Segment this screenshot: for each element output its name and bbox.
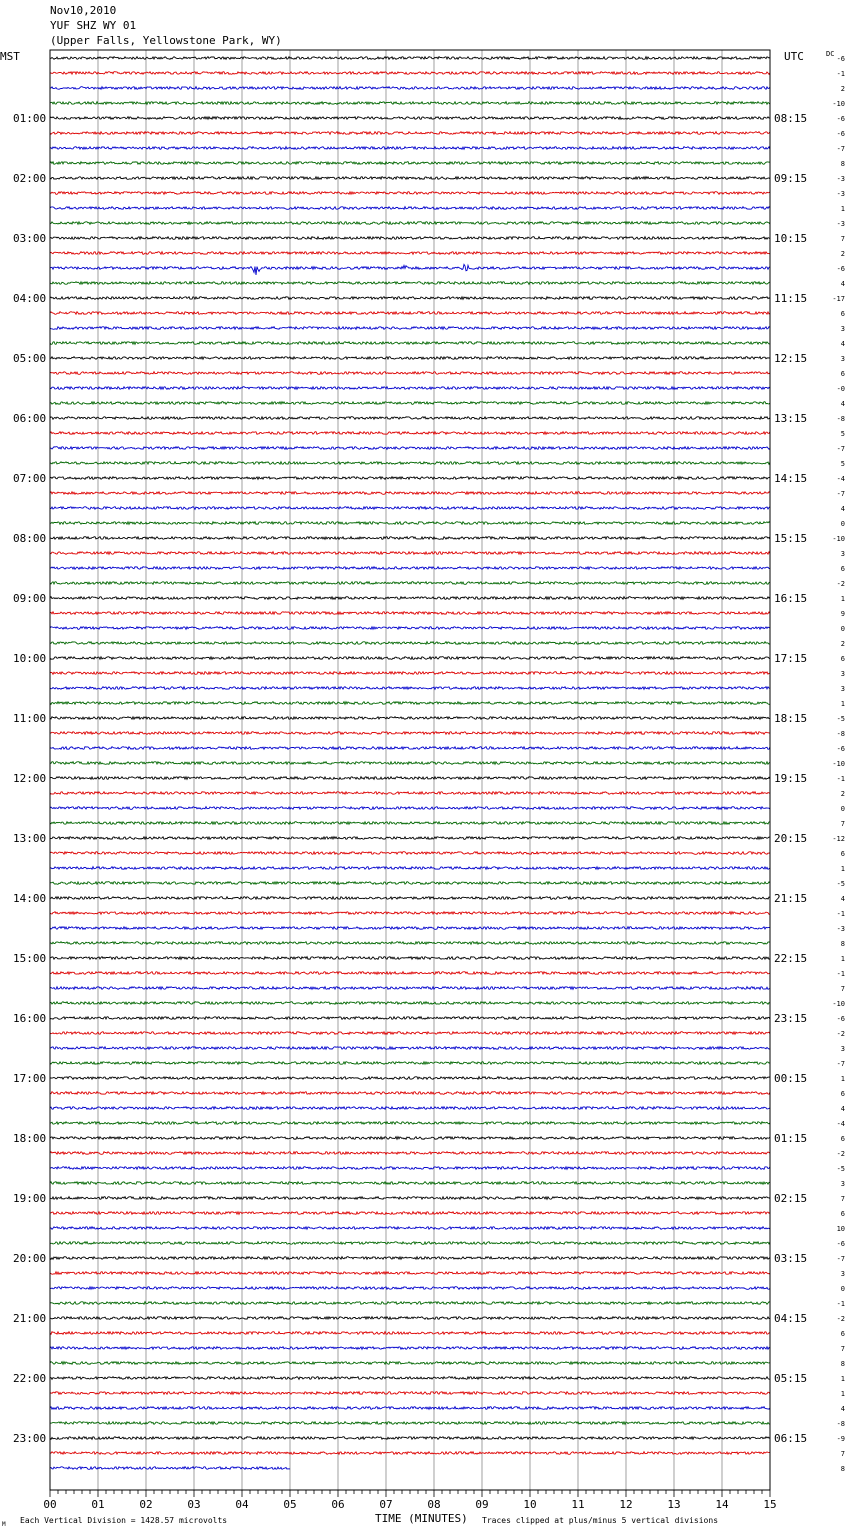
seismic-trace: [50, 1092, 770, 1095]
dc-offset-label: 1: [840, 595, 845, 603]
seismic-trace: [50, 432, 770, 435]
dc-offset-label: -3: [836, 175, 845, 183]
seismic-trace: [50, 87, 770, 90]
dc-offset-label: -10: [832, 535, 845, 543]
dc-offset-label: 3: [840, 1270, 845, 1278]
dc-offset-label: 4: [840, 1405, 845, 1413]
dc-offset-label: -6: [836, 130, 845, 138]
dc-offset-label: 4: [840, 280, 845, 288]
seismic-trace: [50, 357, 770, 360]
dc-offset-label: 3: [840, 685, 845, 693]
dc-offset-label: -7: [836, 490, 845, 498]
seismic-trace: [50, 132, 770, 135]
x-tick-label: 01: [91, 1498, 105, 1511]
utc-hour-label: 08:15: [774, 112, 808, 125]
mst-hour-label: 19:00: [13, 1192, 47, 1205]
seismic-trace: [50, 1287, 770, 1290]
dc-offset-label: 7: [840, 1450, 845, 1458]
dc-offset-label: 6: [840, 1210, 845, 1218]
dc-offset-label: 3: [840, 1180, 845, 1188]
mst-hour-label: 18:00: [13, 1132, 47, 1145]
seismic-trace: [50, 417, 770, 420]
seismic-trace: [50, 507, 770, 510]
seismic-trace: [50, 162, 770, 165]
dc-offset-label: 1: [840, 700, 845, 708]
seismic-trace: [50, 117, 770, 120]
seismic-trace: [50, 807, 770, 810]
mst-hour-label: 20:00: [13, 1252, 47, 1265]
dc-offset-label: -4: [836, 475, 845, 483]
dc-offset-label: -6: [836, 55, 845, 63]
x-tick-label: 10: [523, 1498, 537, 1511]
seismic-trace: [50, 912, 770, 915]
dc-offset-label: -2: [836, 1150, 845, 1158]
dc-offset-label: 6: [840, 655, 845, 663]
dc-offset-label: -5: [836, 880, 845, 888]
seismic-trace: [50, 702, 770, 705]
seismic-trace: [50, 1002, 770, 1005]
seismic-trace: [50, 387, 770, 390]
mst-hour-label: 07:00: [13, 472, 47, 485]
mst-hour-label: 05:00: [13, 352, 47, 365]
seismic-trace: [50, 264, 770, 275]
seismic-trace: [50, 222, 770, 225]
seismic-trace: [50, 1017, 770, 1020]
utc-hour-label: 12:15: [774, 352, 808, 365]
dc-offset-label: 2: [840, 790, 845, 798]
x-tick-label: 02: [139, 1498, 153, 1511]
dc-offset-label: 4: [840, 400, 845, 408]
seismic-trace: [50, 252, 770, 255]
utc-hour-label: 18:15: [774, 712, 808, 725]
dc-offset-label: -5: [836, 1165, 845, 1173]
dc-offset-label: 6: [840, 310, 845, 318]
dc-offset-label: 6: [840, 370, 845, 378]
x-tick-label: 15: [763, 1498, 777, 1511]
seismic-trace: [50, 57, 770, 60]
dc-offset-label: 4: [840, 1105, 845, 1113]
dc-offset-label: -6: [836, 265, 845, 273]
seismic-trace: [50, 177, 770, 180]
corner-mark: M: [2, 1521, 6, 1528]
dc-offset-label: 0: [840, 1285, 845, 1293]
x-tick-label: 06: [331, 1498, 345, 1511]
x-tick-label: 08: [427, 1498, 441, 1511]
seismic-trace: [50, 1347, 770, 1350]
dc-offset-label: -4: [836, 1120, 845, 1128]
seismic-trace: [50, 642, 770, 645]
mst-hour-label: 22:00: [13, 1372, 47, 1385]
seismic-trace: [50, 1392, 770, 1395]
seismic-trace: [50, 1107, 770, 1110]
dc-offset-label: -9: [836, 1435, 845, 1443]
seismic-trace: [50, 942, 770, 945]
seismic-trace: [50, 1407, 770, 1410]
mst-hour-label: 02:00: [13, 172, 47, 185]
dc-offset-label: -1: [836, 1300, 845, 1308]
seismic-trace: [50, 852, 770, 855]
utc-hour-label: 06:15: [774, 1432, 808, 1445]
dc-offset-label: -17: [832, 295, 845, 303]
date-label: Nov10,2010: [50, 4, 117, 17]
seismic-trace: [50, 462, 770, 465]
dc-offset-label: -8: [836, 1420, 845, 1428]
seismic-trace: [50, 1212, 770, 1215]
seismic-trace: [50, 867, 770, 870]
seismic-trace: [50, 957, 770, 960]
dc-offset-label: 4: [840, 340, 845, 348]
seismic-trace: [50, 927, 770, 930]
seismic-trace: [50, 1272, 770, 1275]
mst-hour-label: 06:00: [13, 412, 47, 425]
seismic-trace: [50, 777, 770, 780]
seismic-trace: [50, 537, 770, 540]
x-axis-label: TIME (MINUTES): [375, 1512, 468, 1525]
seismic-trace: [50, 837, 770, 840]
dc-offset-label: -10: [832, 1000, 845, 1008]
dc-offset-label: -6: [836, 1240, 845, 1248]
dc-offset-label: 7: [840, 1195, 845, 1203]
seismic-trace: [50, 1362, 770, 1365]
seismic-trace: [50, 1242, 770, 1245]
seismic-trace: [50, 312, 770, 315]
dc-offset-label: 1: [840, 865, 845, 873]
dc-offset-label: 9: [840, 610, 845, 618]
dc-offset-label: -1: [836, 910, 845, 918]
dc-offset-label: 2: [840, 640, 845, 648]
label-layer: [0, 50, 845, 1528]
seismic-trace: [50, 1152, 770, 1155]
dc-offset-label: 2: [840, 250, 845, 258]
mst-hour-label: 01:00: [13, 112, 47, 125]
dc-offset-label: 1: [840, 955, 845, 963]
dc-offset-label: -0: [836, 385, 845, 393]
seismic-trace: [50, 1122, 770, 1125]
mst-hour-label: 03:00: [13, 232, 47, 245]
mst-hour-label: 13:00: [13, 832, 47, 845]
utc-hour-label: 14:15: [774, 472, 808, 485]
seismic-trace: [50, 612, 770, 615]
dc-offset-label: 7: [840, 985, 845, 993]
seismic-trace: [50, 282, 770, 285]
seismic-trace: [50, 192, 770, 195]
seismic-trace: [50, 792, 770, 795]
x-tick-label: 09: [475, 1498, 489, 1511]
utc-hour-label: 09:15: [774, 172, 808, 185]
dc-offset-label: 6: [840, 565, 845, 573]
dc-offset-label: -3: [836, 220, 845, 228]
utc-hour-label: 16:15: [774, 592, 808, 605]
utc-hour-label: 22:15: [774, 952, 808, 965]
dc-offset-label: -1: [836, 775, 845, 783]
x-tick-label: 12: [619, 1498, 633, 1511]
dc-offset-label: -3: [836, 190, 845, 198]
dc-offset-label: -7: [836, 1255, 845, 1263]
dc-offset-label: 0: [840, 520, 845, 528]
seismic-trace: [50, 1062, 770, 1065]
tick-layer: [43, 1490, 776, 1511]
dc-offset-label: 2: [840, 85, 845, 93]
seismic-trace: [50, 237, 770, 240]
utc-hour-label: 11:15: [774, 292, 808, 305]
seismic-trace: [50, 1332, 770, 1335]
right-zone-label: UTC: [784, 50, 804, 63]
scale-note: Each Vertical Division = 1428.57 microvolts: [20, 1516, 228, 1525]
dc-offset-label: 7: [840, 1345, 845, 1353]
utc-hour-label: 17:15: [774, 652, 808, 665]
seismic-trace: [50, 822, 770, 825]
seismic-trace: [50, 1422, 770, 1425]
utc-hour-label: 23:15: [774, 1012, 808, 1025]
seismic-trace: [50, 102, 770, 105]
dc-offset-label: 7: [840, 235, 845, 243]
seismic-trace: [50, 552, 770, 555]
seismic-trace: [50, 402, 770, 405]
utc-hour-label: 19:15: [774, 772, 808, 785]
seismic-trace: [50, 477, 770, 480]
x-tick-label: 14: [715, 1498, 729, 1511]
x-tick-label: 07: [379, 1498, 393, 1511]
trace-layer: [50, 57, 770, 1470]
left-zone-label: MST: [0, 50, 20, 63]
seismic-trace: [50, 657, 770, 660]
seismic-trace: [50, 567, 770, 570]
utc-hour-label: 05:15: [774, 1372, 808, 1385]
seismic-trace: [50, 1077, 770, 1080]
seismic-trace: [50, 492, 770, 495]
mst-hour-label: 23:00: [13, 1432, 47, 1445]
dc-offset-label: 3: [840, 355, 845, 363]
dc-offset-label: -5: [836, 715, 845, 723]
dc-offset-label: -3: [836, 925, 845, 933]
dc-offset-label: 5: [840, 430, 845, 438]
dc-offset-label: 4: [840, 895, 845, 903]
clip-note: Traces clipped at plus/minus 5 vertical divisions: [482, 1516, 719, 1525]
dc-offset-label: 1: [840, 1075, 845, 1083]
dc-offset-label: 6: [840, 1330, 845, 1338]
utc-hour-label: 20:15: [774, 832, 808, 845]
dc-offset-label: 3: [840, 325, 845, 333]
x-tick-label: 05: [283, 1498, 297, 1511]
x-tick-label: 13: [667, 1498, 681, 1511]
utc-hour-label: 00:15: [774, 1072, 808, 1085]
utc-hour-label: 01:15: [774, 1132, 808, 1145]
dc-offset-label: -6: [836, 115, 845, 123]
seismic-trace: [50, 987, 770, 990]
seismic-trace: [50, 1257, 770, 1260]
dc-offset-label: -2: [836, 1030, 845, 1038]
seismic-trace: [50, 972, 770, 975]
dc-offset-label: 8: [840, 1360, 845, 1368]
seismic-trace: [50, 762, 770, 765]
seismic-trace: [50, 1317, 770, 1320]
dc-offset-label: -2: [836, 580, 845, 588]
dc-offset-label: -7: [836, 145, 845, 153]
station-label: YUF SHZ WY 01: [50, 19, 137, 32]
seismic-trace: [50, 1182, 770, 1185]
utc-hour-label: 15:15: [774, 532, 808, 545]
utc-hour-label: 10:15: [774, 232, 808, 245]
dc-offset-label: 4: [840, 505, 845, 513]
seismic-trace: [50, 1377, 770, 1380]
dc-offset-label: -1: [836, 970, 845, 978]
utc-hour-label: 03:15: [774, 1252, 808, 1265]
seismic-trace: [50, 297, 770, 300]
seismic-trace: [50, 1302, 770, 1305]
seismic-trace: [50, 687, 770, 690]
dc-offset-label: 6: [840, 1090, 845, 1098]
mst-hour-label: 08:00: [13, 532, 47, 545]
dc-offset-label: -2: [836, 1315, 845, 1323]
mst-hour-label: 15:00: [13, 952, 47, 965]
dc-offset-label: 0: [840, 625, 845, 633]
mst-hour-label: 16:00: [13, 1012, 47, 1025]
utc-hour-label: 02:15: [774, 1192, 808, 1205]
dc-offset-label: 1: [840, 205, 845, 213]
dc-label: DC: [826, 50, 835, 58]
dc-offset-label: 3: [840, 670, 845, 678]
seismic-trace: [50, 1227, 770, 1230]
dc-offset-label: 3: [840, 550, 845, 558]
dc-offset-label: -8: [836, 415, 845, 423]
seismic-trace: [50, 1467, 290, 1470]
dc-offset-label: -6: [836, 1015, 845, 1023]
mst-hour-label: 04:00: [13, 292, 47, 305]
seismic-trace: [50, 207, 770, 210]
dc-offset-label: 8: [840, 940, 845, 948]
dc-offset-label: -10: [832, 100, 845, 108]
seismic-trace: [50, 1047, 770, 1050]
seismic-trace: [50, 897, 770, 900]
mst-hour-label: 10:00: [13, 652, 47, 665]
mst-hour-label: 09:00: [13, 592, 47, 605]
x-tick-label: 00: [43, 1498, 57, 1511]
seismic-trace: [50, 1137, 770, 1140]
x-tick-label: 03: [187, 1498, 201, 1511]
seismic-trace: [50, 372, 770, 375]
seismic-trace: [50, 582, 770, 585]
dc-offset-label: 10: [836, 1225, 845, 1233]
seismic-trace: [50, 447, 770, 450]
seismic-trace: [50, 147, 770, 150]
dc-offset-label: -7: [836, 445, 845, 453]
dc-offset-label: -8: [836, 730, 845, 738]
seismic-trace: [50, 717, 770, 720]
seismic-trace: [50, 627, 770, 630]
seismic-trace: [50, 672, 770, 675]
location-label: (Upper Falls, Yellowstone Park, WY): [50, 34, 282, 47]
seismic-trace: [50, 597, 770, 600]
dc-offset-label: -10: [832, 760, 845, 768]
seismic-trace: [50, 72, 770, 75]
dc-offset-label: -6: [836, 745, 845, 753]
mst-hour-label: 12:00: [13, 772, 47, 785]
utc-hour-label: 13:15: [774, 412, 808, 425]
seismic-trace: [50, 1437, 770, 1440]
mst-hour-label: 21:00: [13, 1312, 47, 1325]
seismic-trace: [50, 747, 770, 750]
dc-offset-label: 5: [840, 460, 845, 468]
x-tick-label: 04: [235, 1498, 249, 1511]
seismic-trace: [50, 327, 770, 330]
mst-hour-label: 14:00: [13, 892, 47, 905]
seismic-trace: [50, 522, 770, 525]
mst-hour-label: 17:00: [13, 1072, 47, 1085]
dc-offset-label: 7: [840, 820, 845, 828]
dc-offset-label: 0: [840, 805, 845, 813]
dc-offset-label: -12: [832, 835, 845, 843]
seismic-trace: [50, 1167, 770, 1170]
utc-hour-label: 21:15: [774, 892, 808, 905]
dc-offset-label: 8: [840, 160, 845, 168]
seismic-trace: [50, 1032, 770, 1035]
seismic-trace: [50, 1452, 770, 1455]
dc-offset-label: 1: [840, 1390, 845, 1398]
mst-hour-label: 11:00: [13, 712, 47, 725]
seismic-trace: [50, 342, 770, 345]
dc-offset-label: 6: [840, 850, 845, 858]
dc-offset-label: 1: [840, 1375, 845, 1383]
seismic-trace: [50, 882, 770, 885]
dc-offset-label: 3: [840, 1045, 845, 1053]
dc-offset-label: 6: [840, 1135, 845, 1143]
seismic-trace: [50, 732, 770, 735]
dc-offset-label: 8: [840, 1465, 845, 1473]
utc-hour-label: 04:15: [774, 1312, 808, 1325]
seismic-trace: [50, 1197, 770, 1200]
x-tick-label: 11: [571, 1498, 585, 1511]
dc-offset-label: -7: [836, 1060, 845, 1068]
dc-offset-label: -1: [836, 70, 845, 78]
